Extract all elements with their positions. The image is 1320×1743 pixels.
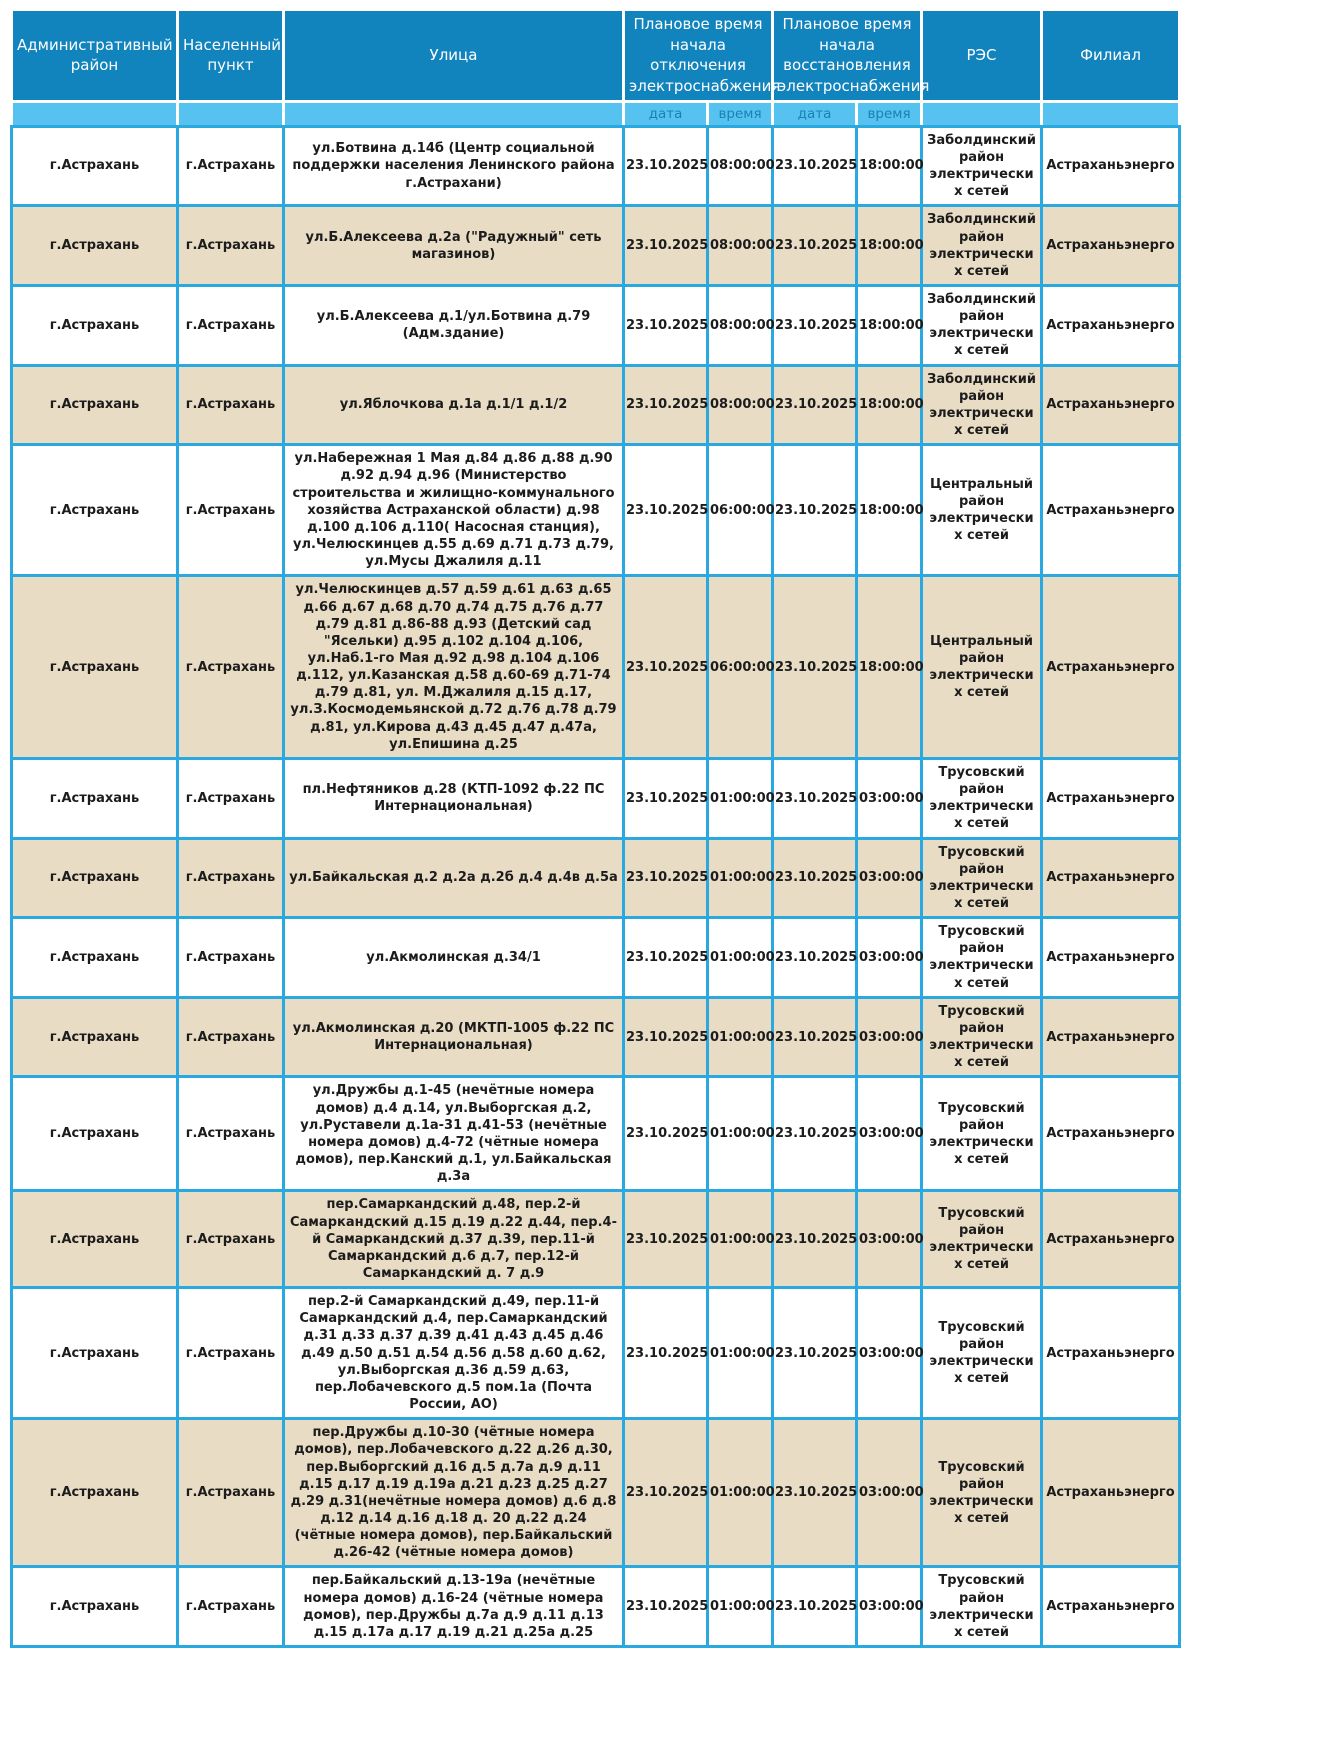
cell-settlement: г.Астрахань bbox=[178, 576, 284, 759]
cell-restore-time: 18:00:00 bbox=[857, 576, 922, 759]
cell-outage-time: 08:00:00 bbox=[708, 286, 773, 366]
cell-admin-district: г.Астрахань bbox=[12, 576, 178, 759]
cell-restore-time: 18:00:00 bbox=[857, 206, 922, 286]
cell-restore-time: 03:00:00 bbox=[857, 1419, 922, 1567]
cell-restore-date: 23.10.2025 bbox=[773, 1077, 857, 1191]
cell-street: пер.Дружбы д.10-30 (чётные номера домов), пер.Лобачевского д.22 д.26 д.30, пер.Выборгский д.16 д.5 д.7а д.9 д.11 д.15 д.17 д.19 д.19а д.21 д.23 д.25 д.27 д.29 д.31(нечётные номера домов) д.6 д.8 д.12 д.14 д.16 д.18 д. 20 д.22 д.24 (чётные номера домов), пер.Байкальский д.26-42 (чётные номера домов) bbox=[284, 1419, 624, 1567]
cell-admin-district: г.Астрахань bbox=[12, 1288, 178, 1419]
cell-restore-date: 23.10.2025 bbox=[773, 838, 857, 918]
cell-restore-time: 18:00:00 bbox=[857, 286, 922, 366]
cell-outage-date: 23.10.2025 bbox=[624, 286, 708, 366]
cell-res: Центральный район электрических сетей bbox=[922, 445, 1042, 576]
cell-outage-time: 06:00:00 bbox=[708, 576, 773, 759]
cell-restore-date: 23.10.2025 bbox=[773, 997, 857, 1077]
cell-settlement: г.Астрахань bbox=[178, 758, 284, 838]
cell-outage-date: 23.10.2025 bbox=[624, 1567, 708, 1647]
cell-branch: Астраханьэнерго bbox=[1042, 1567, 1180, 1647]
table-row bbox=[12, 445, 1180, 576]
cell-branch: Астраханьэнерго bbox=[1042, 1191, 1180, 1288]
cell-branch: Астраханьэнерго bbox=[1042, 286, 1180, 366]
cell-outage-time: 01:00:00 bbox=[708, 1288, 773, 1419]
cell-street: ул.Дружбы д.1-45 (нечётные номера домов) д.4 д.14, ул.Выборгская д.2, ул.Руставели д.1а-31 д.41-53 (нечётные номера домов) д.4-72 (чётные номера домов), пер.Канский д.1, ул.Байкальская д.3а bbox=[284, 1077, 624, 1191]
cell-street: ул.Б.Алексеева д.2а ("Радужный" сеть магазинов) bbox=[284, 206, 624, 286]
cell-branch: Астраханьэнерго bbox=[1042, 1077, 1180, 1191]
cell-outage-date: 23.10.2025 bbox=[624, 1191, 708, 1288]
cell-street: ул.Байкальская д.2 д.2а д.2б д.4 д.4в д.5а bbox=[284, 838, 624, 918]
cell-street: ул.Ботвина д.14б (Центр социальной поддержки населения Ленинского района г.Астрахани) bbox=[284, 126, 624, 206]
cell-admin-district: г.Астрахань bbox=[12, 126, 178, 206]
cell-outage-time: 01:00:00 bbox=[708, 838, 773, 918]
table-row bbox=[12, 1077, 1180, 1191]
col-header-branch: Филиал bbox=[1042, 10, 1180, 102]
cell-res: Заболдинский район электрических сетей bbox=[922, 286, 1042, 366]
cell-admin-district: г.Астрахань bbox=[12, 758, 178, 838]
cell-outage-time: 01:00:00 bbox=[708, 758, 773, 838]
outage-schedule-table bbox=[10, 8, 1181, 1648]
table-row bbox=[12, 1419, 1180, 1567]
cell-outage-date: 23.10.2025 bbox=[624, 1419, 708, 1567]
cell-outage-time: 01:00:00 bbox=[708, 1077, 773, 1191]
cell-restore-date: 23.10.2025 bbox=[773, 445, 857, 576]
cell-settlement: г.Астрахань bbox=[178, 286, 284, 366]
cell-street: ул.Яблочкова д.1а д.1/1 д.1/2 bbox=[284, 365, 624, 445]
col-header-street: Улица bbox=[284, 10, 624, 102]
table-row bbox=[12, 1191, 1180, 1288]
cell-outage-time: 08:00:00 bbox=[708, 365, 773, 445]
cell-restore-time: 03:00:00 bbox=[857, 838, 922, 918]
cell-settlement: г.Астрахань bbox=[178, 126, 284, 206]
table-row bbox=[12, 1288, 1180, 1419]
cell-settlement: г.Астрахань bbox=[178, 918, 284, 998]
cell-branch: Астраханьэнерго bbox=[1042, 365, 1180, 445]
cell-restore-time: 03:00:00 bbox=[857, 1288, 922, 1419]
table-header bbox=[12, 10, 1180, 127]
col-header-settlement: Населенный пункт bbox=[178, 10, 284, 102]
cell-restore-time: 03:00:00 bbox=[857, 997, 922, 1077]
table-row bbox=[12, 997, 1180, 1077]
cell-settlement: г.Астрахань bbox=[178, 206, 284, 286]
cell-restore-time: 18:00:00 bbox=[857, 126, 922, 206]
cell-res: Трусовский район электрических сетей bbox=[922, 1288, 1042, 1419]
cell-res: Трусовский район электрических сетей bbox=[922, 1077, 1042, 1191]
subheader-district-spacer bbox=[12, 101, 178, 126]
subheader-restore-time: время bbox=[857, 101, 922, 126]
cell-outage-date: 23.10.2025 bbox=[624, 126, 708, 206]
subheader-outage-time: время bbox=[708, 101, 773, 126]
cell-restore-time: 03:00:00 bbox=[857, 1077, 922, 1191]
cell-street: ул.Челюскинцев д.57 д.59 д.61 д.63 д.65 д.66 д.67 д.68 д.70 д.74 д.75 д.76 д.77 д.79 д.81 д.86-88 д.93 (Детский сад "Ясельки) д.95 д.102 д.104 д.106, ул.Наб.1-го Мая д.92 д.98 д.104 д.106 д.112, ул.Казанская д.58 д.60-69 д.71-74 д.79 д.81, ул. М.Джалиля д.15 д.17, ул.З.Космодемьянской д.72 д.76 д.78 д.79 д.81, ул.Кирова д.43 д.45 д.47 д.47а, ул.Епишина д.25 bbox=[284, 576, 624, 759]
cell-street: пер.Самаркандский д.48, пер.2-й Самаркандский д.15 д.19 д.22 д.44, пер.4-й Самаркандский д.37 д.39, пер.11-й Самаркандский д.6 д.7, пер.12-й Самаркандский д. 7 д.9 bbox=[284, 1191, 624, 1288]
cell-restore-date: 23.10.2025 bbox=[773, 286, 857, 366]
cell-branch: Астраханьэнерго bbox=[1042, 838, 1180, 918]
cell-res: Центральный район электрических сетей bbox=[922, 576, 1042, 759]
cell-settlement: г.Астрахань bbox=[178, 997, 284, 1077]
cell-restore-date: 23.10.2025 bbox=[773, 126, 857, 206]
cell-outage-date: 23.10.2025 bbox=[624, 838, 708, 918]
cell-settlement: г.Астрахань bbox=[178, 838, 284, 918]
cell-res: Трусовский район электрических сетей bbox=[922, 1419, 1042, 1567]
cell-settlement: г.Астрахань bbox=[178, 1419, 284, 1567]
cell-restore-date: 23.10.2025 bbox=[773, 576, 857, 759]
cell-admin-district: г.Астрахань bbox=[12, 997, 178, 1077]
cell-res: Трусовский район электрических сетей bbox=[922, 1567, 1042, 1647]
col-header-res: РЭС bbox=[922, 10, 1042, 102]
cell-branch: Астраханьэнерго bbox=[1042, 1419, 1180, 1567]
cell-admin-district: г.Астрахань bbox=[12, 1419, 178, 1567]
cell-res: Трусовский район электрических сетей bbox=[922, 997, 1042, 1077]
cell-settlement: г.Астрахань bbox=[178, 1191, 284, 1288]
table-row bbox=[12, 918, 1180, 998]
cell-outage-date: 23.10.2025 bbox=[624, 1288, 708, 1419]
subheader-restore-date: дата bbox=[773, 101, 857, 126]
cell-restore-time: 03:00:00 bbox=[857, 1191, 922, 1288]
cell-restore-time: 03:00:00 bbox=[857, 1567, 922, 1647]
cell-street: пер.2-й Самаркандский д.49, пер.11-й Самаркандский д.4, пер.Самаркандский д.31 д.33 д.37 д.39 д.41 д.43 д.45 д.46 д.49 д.50 д.51 д.54 д.56 д.58 д.60 д.62, ул.Выборгская д.36 д.59 д.63, пер.Лобачевского д.5 пом.1а (Почта России, АО) bbox=[284, 1288, 624, 1419]
cell-outage-date: 23.10.2025 bbox=[624, 758, 708, 838]
table-row bbox=[12, 126, 1180, 206]
cell-outage-date: 23.10.2025 bbox=[624, 576, 708, 759]
cell-restore-time: 18:00:00 bbox=[857, 445, 922, 576]
cell-settlement: г.Астрахань bbox=[178, 1288, 284, 1419]
cell-outage-date: 23.10.2025 bbox=[624, 206, 708, 286]
cell-outage-time: 01:00:00 bbox=[708, 918, 773, 998]
cell-restore-date: 23.10.2025 bbox=[773, 1191, 857, 1288]
cell-settlement: г.Астрахань bbox=[178, 1567, 284, 1647]
cell-outage-time: 01:00:00 bbox=[708, 997, 773, 1077]
cell-res: Заболдинский район электрических сетей bbox=[922, 126, 1042, 206]
cell-res: Трусовский район электрических сетей bbox=[922, 918, 1042, 998]
table-row bbox=[12, 758, 1180, 838]
subheader-branch-spacer bbox=[1042, 101, 1180, 126]
cell-admin-district: г.Астрахань bbox=[12, 1191, 178, 1288]
cell-admin-district: г.Астрахань bbox=[12, 206, 178, 286]
cell-settlement: г.Астрахань bbox=[178, 1077, 284, 1191]
cell-branch: Астраханьэнерго bbox=[1042, 1288, 1180, 1419]
cell-admin-district: г.Астрахань bbox=[12, 1077, 178, 1191]
subheader-street-spacer bbox=[284, 101, 624, 126]
cell-restore-date: 23.10.2025 bbox=[773, 206, 857, 286]
cell-branch: Астраханьэнерго bbox=[1042, 918, 1180, 998]
subheader-res-spacer bbox=[922, 101, 1042, 126]
col-header-restore-start: Плановое время начала восстановления электроснабжения bbox=[773, 10, 922, 102]
cell-outage-time: 06:00:00 bbox=[708, 445, 773, 576]
cell-restore-date: 23.10.2025 bbox=[773, 918, 857, 998]
cell-branch: Астраханьэнерго bbox=[1042, 445, 1180, 576]
table-row bbox=[12, 365, 1180, 445]
cell-restore-time: 18:00:00 bbox=[857, 365, 922, 445]
cell-street: ул.Акмолинская д.34/1 bbox=[284, 918, 624, 998]
cell-outage-date: 23.10.2025 bbox=[624, 918, 708, 998]
table-row bbox=[12, 838, 1180, 918]
cell-street: ул.Б.Алексеева д.1/ул.Ботвина д.79 (Адм.здание) bbox=[284, 286, 624, 366]
cell-branch: Астраханьэнерго bbox=[1042, 126, 1180, 206]
table-row bbox=[12, 1567, 1180, 1647]
col-header-district: Административный район bbox=[12, 10, 178, 102]
cell-outage-date: 23.10.2025 bbox=[624, 365, 708, 445]
table-row bbox=[12, 286, 1180, 366]
cell-res: Трусовский район электрических сетей bbox=[922, 838, 1042, 918]
cell-admin-district: г.Астрахань bbox=[12, 445, 178, 576]
cell-res: Трусовский район электрических сетей bbox=[922, 758, 1042, 838]
subheader-settlement-spacer bbox=[178, 101, 284, 126]
cell-restore-date: 23.10.2025 bbox=[773, 758, 857, 838]
cell-street: ул.Набережная 1 Мая д.84 д.86 д.88 д.90 д.92 д.94 д.96 (Министерство строительства и жилищно-коммунального хозяйства Астраханской области) д.98 д.100 д.106 д.110( Насосная станция), ул.Челюскинцев д.55 д.69 д.71 д.73 д.79, ул.Мусы Джалиля д.11 bbox=[284, 445, 624, 576]
cell-admin-district: г.Астрахань bbox=[12, 918, 178, 998]
cell-admin-district: г.Астрахань bbox=[12, 286, 178, 366]
table-row bbox=[12, 576, 1180, 759]
cell-restore-time: 03:00:00 bbox=[857, 918, 922, 998]
cell-admin-district: г.Астрахань bbox=[12, 1567, 178, 1647]
cell-settlement: г.Астрахань bbox=[178, 365, 284, 445]
cell-res: Заболдинский район электрических сетей bbox=[922, 206, 1042, 286]
cell-admin-district: г.Астрахань bbox=[12, 838, 178, 918]
outage-table-body bbox=[12, 126, 1180, 1646]
cell-restore-time: 03:00:00 bbox=[857, 758, 922, 838]
cell-outage-time: 01:00:00 bbox=[708, 1191, 773, 1288]
cell-outage-time: 08:00:00 bbox=[708, 206, 773, 286]
cell-settlement: г.Астрахань bbox=[178, 445, 284, 576]
cell-restore-date: 23.10.2025 bbox=[773, 1419, 857, 1567]
cell-outage-date: 23.10.2025 bbox=[624, 997, 708, 1077]
cell-restore-date: 23.10.2025 bbox=[773, 1567, 857, 1647]
cell-branch: Астраханьэнерго bbox=[1042, 206, 1180, 286]
cell-restore-date: 23.10.2025 bbox=[773, 1288, 857, 1419]
subheader-outage-date: дата bbox=[624, 101, 708, 126]
col-header-outage-start: Плановое время начала отключения электроснабжения bbox=[624, 10, 773, 102]
cell-street: пл.Нефтяников д.28 (КТП-1092 ф.22 ПС Интернациональная) bbox=[284, 758, 624, 838]
cell-branch: Астраханьэнерго bbox=[1042, 997, 1180, 1077]
cell-street: пер.Байкальский д.13-19а (нечётные номера домов) д.16-24 (чётные номера домов), пер.Дружбы д.7а д.9 д.11 д.13 д.15 д.17а д.17 д.19 д.21 д.25а д.25 bbox=[284, 1567, 624, 1647]
cell-outage-date: 23.10.2025 bbox=[624, 1077, 708, 1191]
cell-outage-time: 08:00:00 bbox=[708, 126, 773, 206]
cell-street: ул.Акмолинская д.20 (МКТП-1005 ф.22 ПС Интернациональная) bbox=[284, 997, 624, 1077]
cell-admin-district: г.Астрахань bbox=[12, 365, 178, 445]
cell-res: Трусовский район электрических сетей bbox=[922, 1191, 1042, 1288]
cell-branch: Астраханьэнерго bbox=[1042, 576, 1180, 759]
cell-outage-date: 23.10.2025 bbox=[624, 445, 708, 576]
cell-res: Заболдинский район электрических сетей bbox=[922, 365, 1042, 445]
cell-branch: Астраханьэнерго bbox=[1042, 758, 1180, 838]
table-row bbox=[12, 206, 1180, 286]
cell-outage-time: 01:00:00 bbox=[708, 1567, 773, 1647]
cell-outage-time: 01:00:00 bbox=[708, 1419, 773, 1567]
cell-restore-date: 23.10.2025 bbox=[773, 365, 857, 445]
